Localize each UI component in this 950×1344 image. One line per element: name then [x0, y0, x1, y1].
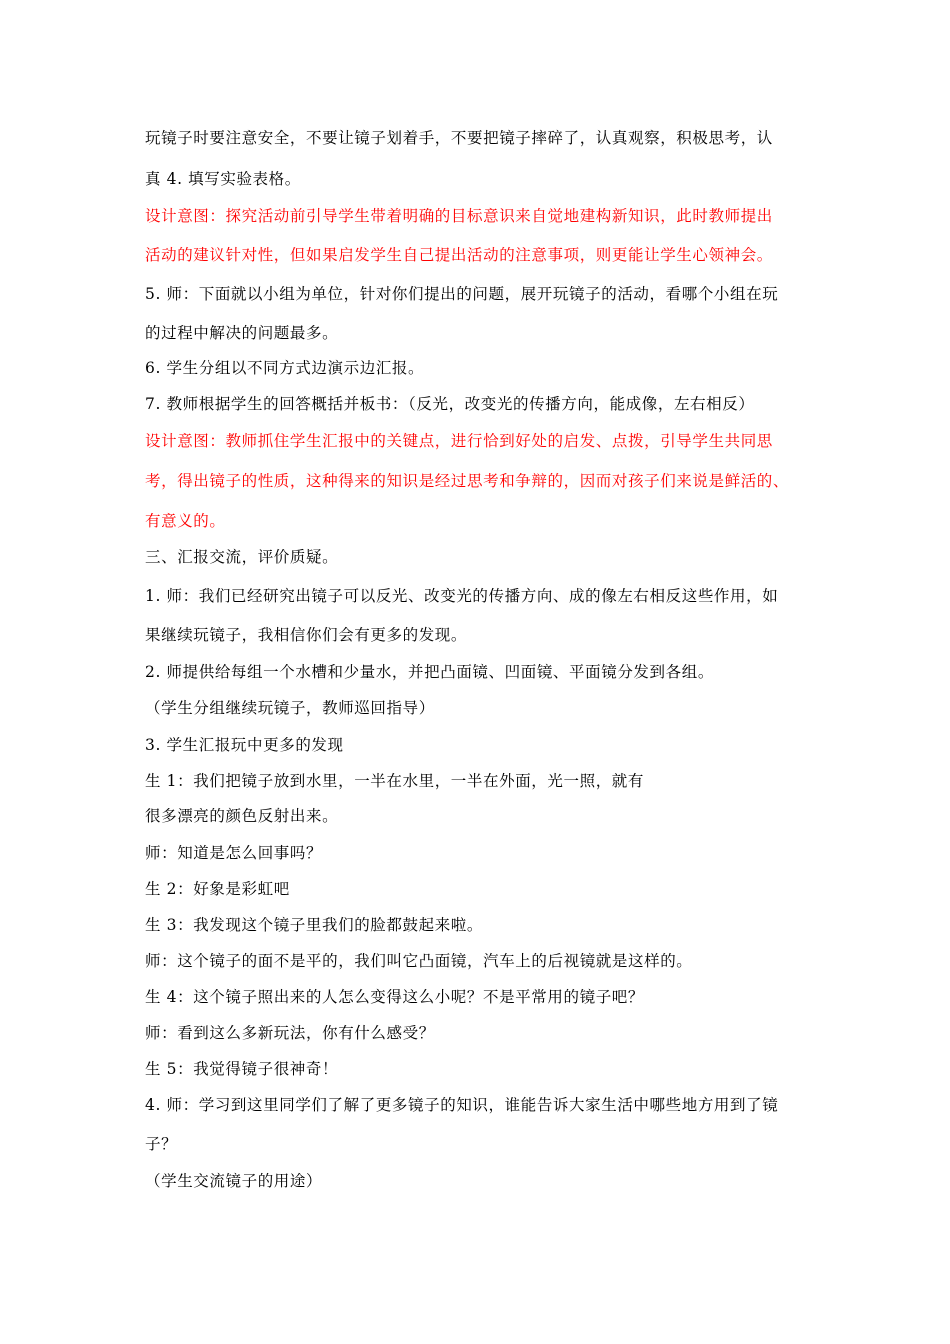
design-intent-line: 设计意图：探究活动前引导学生带着明确的目标意识来自觉地建构新知识，此时教师提出	[145, 207, 773, 225]
paragraph-line: 1. 师：我们已经研究出镜子可以反光、改变光的传播方向、成的像左右相反这些作用，如	[145, 587, 779, 605]
paragraph-line: 2. 师提供给每组一个水槽和少量水，并把凸面镜、凹面镜、平面镜分发到各组。	[145, 663, 714, 681]
paragraph-line: 4. 师：学习到这里同学们了解了更多镜子的知识，谁能告诉大家生活中哪些地方用到了镜	[145, 1096, 779, 1114]
design-intent-line: 有意义的。	[145, 512, 226, 530]
paragraph-line: 6. 学生分组以不同方式边演示边汇报。	[145, 359, 425, 377]
dialogue-line: 师：这个镜子的面不是平的，我们叫它凸面镜，汽车上的后视镜就是这样的。	[145, 952, 693, 970]
dialogue-line: 生 1：我们把镜子放到水里，一半在水里，一半在外面，光一照，就有	[145, 772, 644, 790]
paragraph-line: （学生分组继续玩镜子，教师巡回指导）	[145, 699, 435, 717]
dialogue-line: 师：看到这么多新玩法，你有什么感受？	[145, 1024, 435, 1042]
paragraph-line: 3. 学生汇报玩中更多的发现	[145, 736, 344, 754]
paragraph-line: 的过程中解决的问题最多。	[145, 324, 339, 342]
paragraph-line: 7. 教师根据学生的回答概括并板书：（反光，改变光的传播方向，能成像，左右相反）	[145, 395, 755, 413]
dialogue-line: 生 2：好象是彩虹吧	[145, 880, 290, 898]
paragraph-line: 玩镜子时要注意安全，不要让镜子划着手，不要把镜子摔碎了，认真观察，积极思考，认	[145, 129, 773, 147]
dialogue-line: 师：知道是怎么回事吗？	[145, 844, 323, 862]
design-intent-line: 活动的建议针对性，但如果启发学生自己提出活动的注意事项，则更能让学生心领神会。	[145, 246, 773, 264]
section-heading: 三、汇报交流，评价质疑。	[145, 548, 339, 566]
dialogue-line: 很多漂亮的颜色反射出来。	[145, 807, 339, 825]
paragraph-line: 子？	[145, 1135, 178, 1153]
paragraph-line: 5. 师：下面就以小组为单位，针对你们提出的问题，展开玩镜子的活动，看哪个小组在玩	[145, 285, 779, 303]
paragraph-line: 真 4. 填写实验表格。	[145, 170, 301, 188]
dialogue-line: 生 5：我觉得镜子很神奇！	[145, 1060, 339, 1078]
paragraph-line: （学生交流镜子的用途）	[145, 1172, 323, 1190]
dialogue-line: 生 4：这个镜子照出来的人怎么变得这么小呢？不是平常用的镜子吧？	[145, 988, 644, 1006]
design-intent-line: 设计意图：教师抓住学生汇报中的关键点，进行恰到好处的启发、点拨，引导学生共同思	[145, 432, 773, 450]
dialogue-line: 生 3：我发现这个镜子里我们的脸都鼓起来啦。	[145, 916, 483, 934]
design-intent-line: 考，得出镜子的性质，这种得来的知识是经过思考和争辩的，因而对孩子们来说是鲜活的、	[145, 472, 790, 490]
paragraph-line: 果继续玩镜子，我相信你们会有更多的发现。	[145, 626, 468, 644]
